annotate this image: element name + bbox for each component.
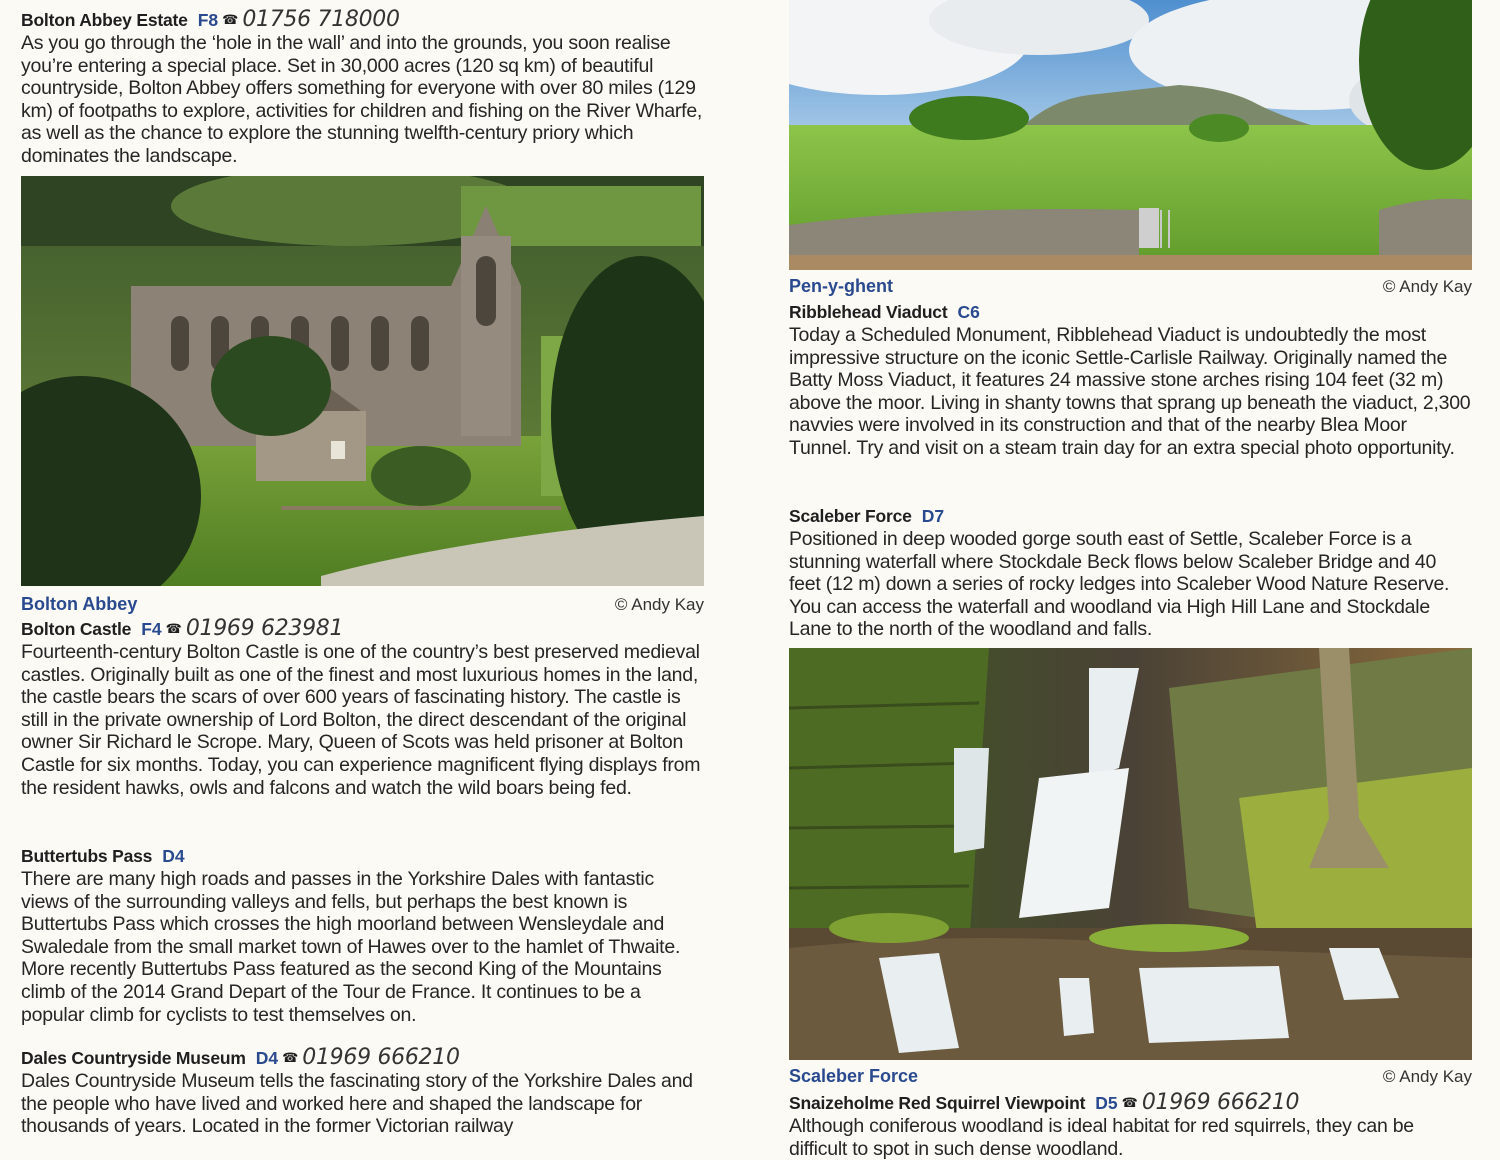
- telephone-icon: ☎: [1121, 1095, 1138, 1110]
- bolton-abbey-photo: [21, 176, 704, 586]
- grid-reference: F4: [141, 619, 162, 639]
- photo-credit: © Andy Kay: [614, 595, 704, 614]
- bolton-abbey-caption-row: [21, 593, 704, 615]
- pen-y-ghent-caption-row: [789, 275, 1472, 297]
- grid-reference: F8: [197, 10, 219, 30]
- entry-title: Ribblehead Viaduct: [789, 302, 948, 322]
- grid-reference: D4: [255, 1048, 279, 1068]
- photo-credit: © Andy Kay: [1382, 277, 1472, 296]
- entry-body: Although coniferous woodland is ideal habitat for red squirrels, they can be difficult to spot in such dense woodland.: [789, 1115, 1414, 1160]
- grid-reference: C6: [957, 302, 980, 322]
- scaleber-force-photo: [789, 648, 1472, 1060]
- grid-reference: D5: [1095, 1093, 1118, 1113]
- entry-dales-countryside-museum: [21, 1046, 704, 1138]
- photo-credit: © Andy Kay: [1382, 1067, 1472, 1086]
- telephone-icon: ☎: [282, 1050, 299, 1065]
- photo-caption: Scaleber Force: [789, 1066, 919, 1086]
- pen-y-ghent-photo: [789, 0, 1472, 270]
- entry-title: Bolton Castle: [21, 619, 132, 639]
- entry-body: Dales Countryside Museum tells the fascinating story of the Yorkshire Dales and the people who have lived and worked here and shaped the landscape for thousands of years. Located in the former Victorian railway: [21, 1070, 693, 1138]
- telephone-icon: ☎: [222, 12, 239, 27]
- entry-title: Buttertubs Pass: [21, 846, 153, 866]
- entry-snaizeholme: [789, 1091, 1472, 1160]
- entry-buttertubs-pass: [21, 844, 704, 1026]
- scaleber-force-caption-row: [789, 1065, 1472, 1087]
- phone-number: 01969 623981: [185, 616, 344, 641]
- entry-title: Snaizeholme Red Squirrel Viewpoint: [789, 1093, 1086, 1113]
- photo-caption: Pen-y-ghent: [789, 276, 894, 296]
- grid-reference: D4: [162, 846, 185, 866]
- entry-body: There are many high roads and passes in the Yorkshire Dales with fantastic views of the surrounding valleys and fells, but perhaps the best known is Buttertubs Pass which crosses the high moorland between Wensleydale and Swaledale from the small market town of Hawes over to the hamlet of Thwaite. More recently Buttertubs Pass featured as the second King of the Mountains climb of the 2014 Grand Depart of the Tour de France. It continues to be a popular climb for cyclists to test themselves on.: [21, 868, 681, 1026]
- phone-number: 01756 718000: [242, 7, 400, 32]
- entry-bolton-castle: [21, 617, 704, 799]
- grid-reference: D7: [921, 506, 945, 526]
- phone-number: 01969 666210: [302, 1045, 460, 1070]
- entry-title: Dales Countryside Museum: [21, 1048, 246, 1068]
- entry-ribblehead-viaduct: [789, 300, 1472, 460]
- telephone-icon: ☎: [165, 621, 182, 636]
- entry-title: Scaleber Force: [789, 506, 912, 526]
- entry-body: Fourteenth-century Bolton Castle is one of the country’s best preserved medieval castles. Originally built as one of the finest and most luxurious homes in the land, the castle bears the scars of over 600 years of fascinating history. The castle is still in the private ownership of Lord Bolton, the direct descendant of the original owner Sir Richard le Scrope. Mary, Queen of Scots was held prisoner at Bolton Castle for six months. Today, you can experience magnificent flying displays from the resident hawks, owls and falcons and watch the wild boars being fed.: [21, 641, 701, 799]
- entry-bolton-abbey-estate: [21, 8, 704, 168]
- phone-number: 01969 666210: [1141, 1090, 1300, 1115]
- entry-body: As you go through the ‘hole in the wall’ and into the grounds, you soon realise you’re entering a special place. Set in 30,000 acres (120 sq km) of beautiful countryside, Bolton Abbey offers something for everyone with over 80 miles (129 km) of footpaths to explore, activities for children and fishing on the River Wharfe, as well as the chance to explore the stunning twelfth-century priory which dominates the landscape.: [21, 32, 703, 167]
- entry-scaleber-force: [789, 504, 1472, 641]
- photo-caption: Bolton Abbey: [21, 594, 138, 614]
- entry-title: Bolton Abbey Estate: [21, 10, 188, 30]
- entry-body: Today a Scheduled Monument, Ribblehead Viaduct is undoubtedly the most impressive structure on the iconic Settle-Carlisle Railway. Originally named the Batty Moss Viaduct, it features 24 massive stone arches rising 104 feet (32 m) above the moor. Living in shanty towns that sprang up beneath the viaduct, 2,300 navvies were involved in its construction and that of the nearby Blea Moor Tunnel. Try and visit on a steam train day for an extra special photo opportunity.: [789, 324, 1471, 459]
- entry-body: Positioned in deep wooded gorge south east of Settle, Scaleber Force is a stunning waterfall where Stockdale Beck flows below Scaleber Bridge and 40 feet (12 m) down a series of rocky ledges into Scaleber Wood Nature Reserve. You can access the waterfall and woodland via High Hill Lane and Stockdale Lane to the north of the woodland and falls.: [789, 528, 1450, 641]
